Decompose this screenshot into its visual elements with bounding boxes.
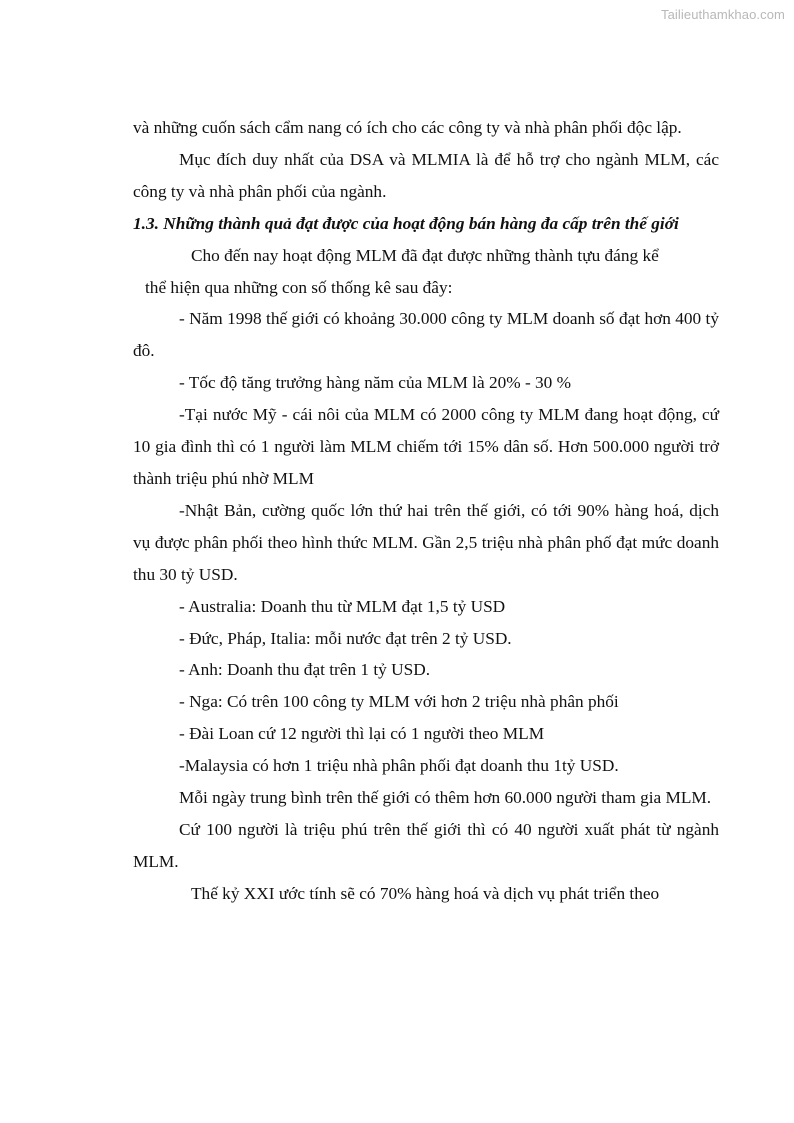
paragraph-intro-continued: thể hiện qua những con số thống kê sau đây: — [145, 277, 453, 297]
stat-item-japan: -Nhật Bản, cường quốc lớn thứ hai trên thế giới, có tới 90% hàng hoá, dịch vụ được phân phối theo hình thức MLM. Gần 2,5 triệu nhà phân phố đạt mức doanh thu 30 tỷ USD. — [133, 500, 719, 584]
section-heading: 1.3. Những thành quả đạt được của hoạt động bán hàng đa cấp trên thế giới — [133, 213, 679, 233]
paragraph-daily-growth: Mỗi ngày trung bình trên thế giới có thêm hơn 60.000 người tham gia MLM. — [179, 788, 712, 808]
stat-item-russia: - Nga: Có trên 100 công ty MLM với hơn 2 triệu nhà phân phối — [179, 692, 619, 712]
paragraph-intro: Cho đến nay hoạt động MLM đã đạt được những thành tựu đáng kể — [191, 245, 659, 265]
stat-item-taiwan: - Đài Loan cứ 12 người thì lại có 1 người theo MLM — [179, 724, 545, 744]
paragraph-millionaires: Cứ 100 người là triệu phú trên thế giới thì có 40 người xuất phát từ ngành MLM. — [133, 819, 719, 871]
stat-item-malaysia: -Malaysia có hơn 1 triệu nhà phân phối đạt doanh thu 1tỷ USD. — [179, 756, 619, 776]
stat-item-germany-france-italy: - Đức, Pháp, Italia: mỗi nước đạt trên 2 tỷ USD. — [179, 628, 512, 648]
paragraph-purpose: Mục đích duy nhất của DSA và MLMIA là để hỗ trợ cho ngành MLM, các công ty và nhà phân phối của ngành. — [133, 149, 719, 201]
stat-item-uk: - Anh: Doanh thu đạt trên 1 tỷ USD. — [179, 660, 431, 680]
watermark-text: Tailieuthamkhao.com — [660, 7, 785, 22]
stat-item-usa: -Tại nước Mỹ - cái nôi của MLM có 2000 công ty MLM đang hoạt động, cứ 10 gia đình thì có 1 người làm MLM chiếm tới 15% dân số. Hơn 500.000 người trở thành triệu phú nhờ MLM — [133, 405, 719, 488]
stat-item-australia: - Australia: Doanh thu từ MLM đạt 1,5 tỷ USD — [179, 596, 506, 616]
stat-item-growth-rate: - Tốc độ tăng trưởng hàng năm của MLM là 20% - 30 % — [179, 373, 572, 393]
paragraph-21st-century: Thế kỷ XXI ước tính sẽ có 70% hàng hoá và dịch vụ phát triển theo — [191, 883, 660, 903]
paragraph-continuation: và những cuốn sách cẩm nang có ích cho các công ty và nhà phân phối độc lập. — [133, 118, 682, 137]
stat-item-1998: - Năm 1998 thế giới có khoảng 30.000 công ty MLM doanh số đạt hơn 400 tỷ đô. — [133, 309, 719, 361]
document-body — [133, 112, 719, 910]
